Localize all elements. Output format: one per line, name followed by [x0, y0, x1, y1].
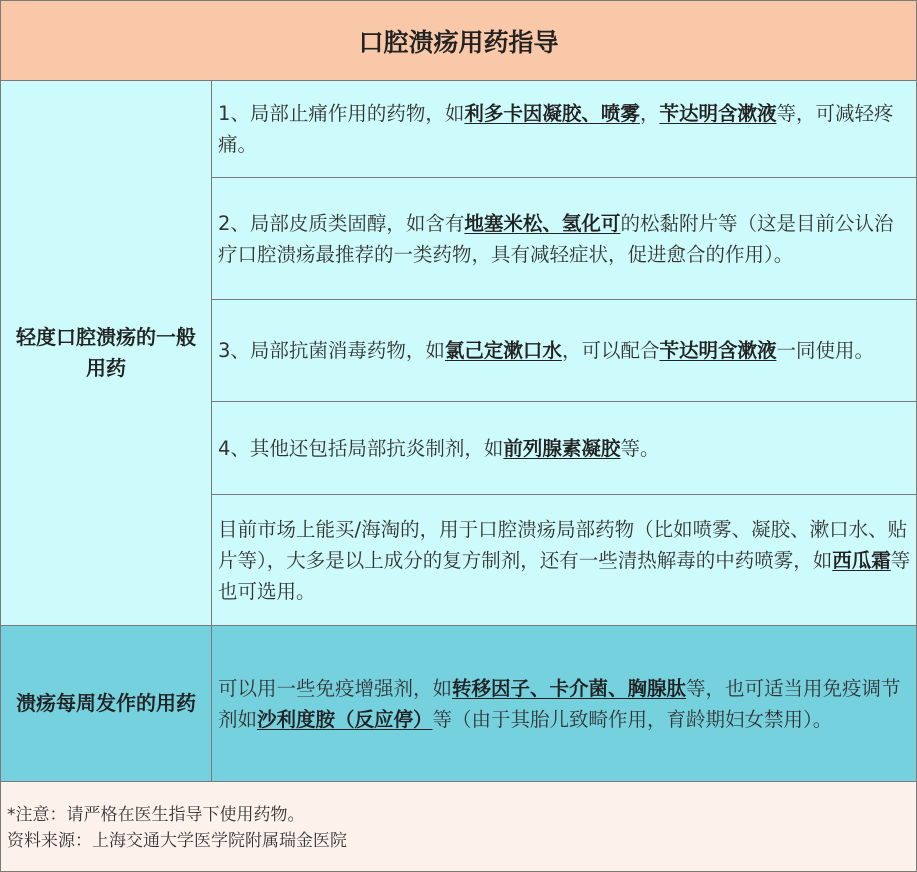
table-row	[212, 402, 916, 495]
section-label: 溃疡每周发作的用药	[16, 691, 196, 715]
text-segment: 等（由于其胎儿致畸作用，育龄期妇女禁用）。	[432, 707, 833, 731]
table-row	[212, 300, 916, 402]
text-segment: ，	[639, 102, 660, 125]
title-bar	[1, 1, 916, 81]
table-row	[212, 495, 916, 625]
drug-name: 西瓜霜	[832, 548, 891, 572]
section-mild-ulcer	[1, 81, 916, 625]
section-label: 轻度口腔溃疡的一般用药	[16, 325, 196, 380]
section-rows	[212, 81, 916, 625]
text-segment: 等，可减轻疼痛。	[218, 102, 894, 156]
drug-name: 转移因子、卡介菌、胸腺肽	[452, 676, 687, 700]
drug-name: 苄达明含漱液	[659, 339, 777, 362]
table-row	[212, 626, 916, 781]
text-segment: 等。	[620, 436, 660, 460]
text-segment: 3、局部抗菌消毒药物，如	[218, 339, 445, 362]
text-segment: 可以用一些免疫增强剂，如	[218, 676, 453, 700]
row-text	[218, 98, 912, 160]
drug-name: 苄达明含漱液	[659, 102, 777, 125]
table-row	[212, 81, 916, 178]
drug-name: 氯己定漱口水	[444, 339, 562, 362]
row-text	[218, 208, 912, 270]
text-segment: 4、其他还包括局部抗炎制剂，如	[218, 436, 504, 460]
drug-name: 地塞米松、氢化可	[464, 211, 621, 235]
table-row	[212, 178, 916, 300]
row-text	[218, 433, 912, 464]
row-text	[218, 514, 912, 607]
section-label-cell	[1, 81, 212, 625]
warning-note: *注意：请严格在医生指导下使用药物。	[7, 805, 305, 825]
drug-name: 前列腺素凝胶	[503, 436, 621, 460]
text-segment: 等也可选用。	[218, 548, 911, 603]
text-segment: 目前市场上能买/海淘的，用于口腔溃疡局部药物（比如喷雾、凝胶、漱口水、贴片等），大多是以上成分的复方制剂，还有一些清热解毒的中药喷雾，如	[218, 517, 908, 572]
drug-name: 沙利度胺（反应停）	[257, 707, 433, 731]
text-segment: 一同使用。	[776, 339, 874, 362]
section-rows	[212, 626, 916, 781]
text-segment: 等，也可适当用免疫调节剂如	[218, 676, 901, 731]
section-label-cell	[1, 626, 212, 781]
notes-footer	[1, 782, 916, 871]
text-segment: ，可以配合	[561, 339, 660, 362]
drug-name: 利多卡因凝胶、喷雾	[464, 102, 640, 125]
row-text	[218, 335, 912, 366]
page-title: 口腔溃疡用药指导	[358, 27, 559, 57]
section-weekly-ulcer	[1, 626, 916, 781]
text-segment: 的松黏附片等（这是目前公认治疗口腔溃疡最推荐的一类药物，具有减轻症状，促进愈合的作用）。	[218, 211, 894, 266]
source-note: 资料来源：上海交通大学医学院附属瑞金医院	[7, 831, 347, 851]
text-segment: 2、局部皮质类固醇，如含有	[218, 211, 465, 235]
text-segment: 1、局部止痛作用的药物，如	[218, 102, 465, 125]
row-text	[218, 673, 912, 735]
